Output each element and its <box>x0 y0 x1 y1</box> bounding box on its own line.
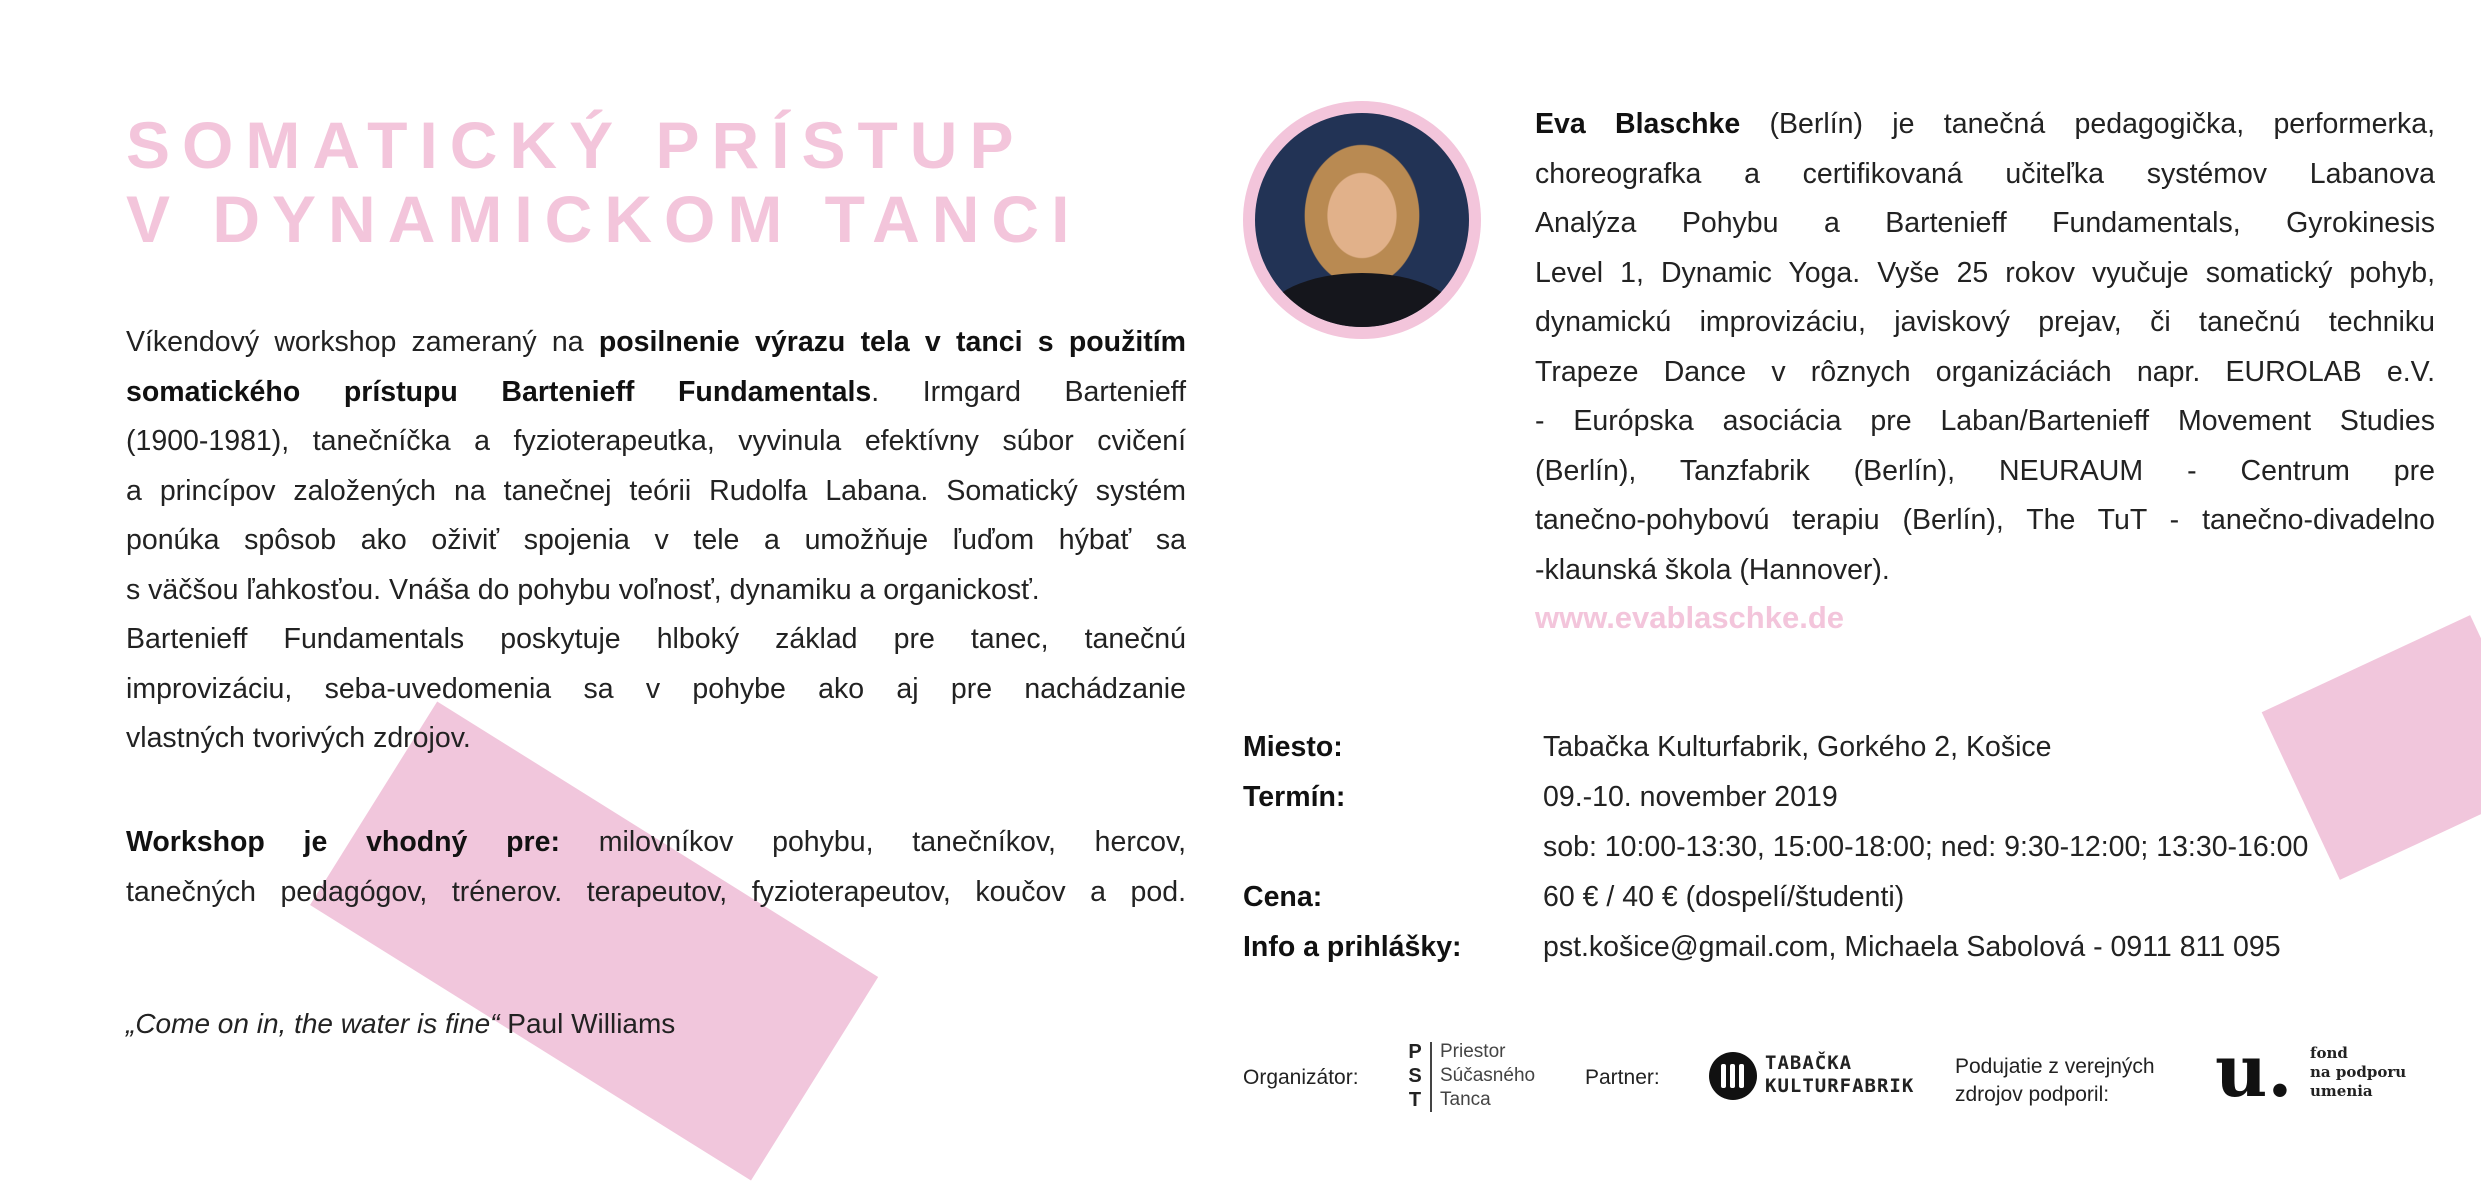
price-value: 60 € / 40 € (dospelí/študenti) <box>1543 881 1905 913</box>
instructor-photo <box>1243 101 1481 339</box>
intro-line: somatického prístupu Bartenieff Fundamentals. Irmgard Bartenieff <box>126 375 1186 408</box>
bio-line: tanečno-pohybovú terapiu (Berlín), The TuT - tanečno-divadelno <box>1535 504 2435 536</box>
bio-line: Eva Blaschke (Berlín) je tanečná pedagogička, performerka, <box>1535 108 2435 140</box>
place-label: Miesto: <box>1243 731 1343 763</box>
date-value: 09.-10. november 2019 <box>1543 781 1838 813</box>
intro-line: Víkendový workshop zameraný na posilnenie výrazu tela v tanci s použitím <box>126 326 1186 358</box>
suitable-for-paragraph <box>126 818 1186 917</box>
fond-logo-mark: u. <box>2215 1028 2293 1113</box>
intro-line: a princípov založených na tanečnej teórii Rudolfa Labana. Somatický systém <box>126 474 1186 507</box>
suitable-label: Workshop je vhodný pre: <box>126 826 560 858</box>
organizer-label: Organizátor: <box>1243 1066 1359 1089</box>
website-link[interactable]: www.evablaschke.de <box>1535 600 1845 635</box>
intro-paragraph <box>126 318 1186 764</box>
tabacka-logo-icon <box>1709 1052 1757 1100</box>
suitable-line: tanečných pedagógov, trénerov. terapeutov, fyzioterapeutov, koučov a pod. <box>126 875 1186 908</box>
intro-line: improvizáciu, seba-uvedomenia sa v pohybe ako aj pre nachádzanie <box>126 672 1186 705</box>
instructor-bio <box>1535 100 2435 595</box>
place-value: Tabačka Kulturfabrik, Gorkého 2, Košice <box>1543 731 2052 763</box>
decorative-pink-stripe-left <box>310 701 878 1180</box>
tabacka-logo-words: TABAČKA KULTURFABRIK <box>1765 1052 1915 1097</box>
bio-line: dynamickú improvizáciu, javiskový prejav, či tanečnú techniku <box>1535 306 2435 338</box>
intro-line: vlastných tvorivých zdrojov. <box>126 722 471 754</box>
page-title <box>126 108 1081 256</box>
bio-line: choreografka a certifikovaná učiteľka systémov Labanova <box>1535 157 2435 190</box>
bio-line: Trapeze Dance v rôznych organizáciách napr. EUROLAB e.V. <box>1535 355 2435 388</box>
pst-logo-divider <box>1430 1042 1432 1112</box>
title-line-1: SOMATICKÝ PRÍSTUP <box>126 108 1026 182</box>
intro-line: ponúka spôsob ako oživiť spojenia v tele a umožňuje ľuďom hýbať sa <box>126 524 1186 556</box>
bio-line: - Európska asociácia pre Laban/Bartenieff Movement Studies <box>1535 405 2435 437</box>
photo-shoulders <box>1265 273 1459 327</box>
date-label: Termín: <box>1243 781 1346 813</box>
bio-line: Analýza Pohybu a Bartenieff Fundamentals, Gyrokinesis <box>1535 207 2435 239</box>
quote-text: „Come on in, the water is fine“ <box>126 1008 500 1039</box>
instructor-name: Eva Blaschke <box>1535 108 1741 140</box>
support-label: Podujatie z verejných zdrojov podporil: <box>1955 1055 2155 1106</box>
time-value: sob: 10:00-13:30, 15:00-18:00; ned: 9:30-12:00; 13:30-16:00 <box>1543 831 2309 863</box>
price-label: Cena: <box>1243 881 1323 913</box>
bio-line: (Berlín), Tanzfabrik (Berlín), NEURAUM - Centrum pre <box>1535 454 2435 487</box>
suitable-line: Workshop je vhodný pre: milovníkov pohybu, tanečníkov, hercov, <box>126 826 1187 858</box>
intro-line: (1900-1981), tanečníčka a fyzioterapeutka, vyvinula efektívny súbor cvičení <box>126 425 1186 457</box>
fond-logo-words: fond na podporu umenia <box>2310 1044 2407 1100</box>
pst-logo-words: Priestor Súčasného Tanca <box>1440 1041 1536 1110</box>
photo-portrait <box>1255 113 1469 327</box>
contact-value[interactable]: pst.košice@gmail.com, Michaela Sabolová - 0911 811 095 <box>1543 931 2281 963</box>
title-line-2: V DYNAMICKOM TANCI <box>126 182 1082 256</box>
bio-line: Level 1, Dynamic Yoga. Vyše 25 rokov vyučuje somatický pohyb, <box>1535 256 2435 289</box>
intro-line: s väčšou ľahkosťou. Vnáša do pohybu voľnosť, dynamiku a organickosť. <box>126 573 1040 606</box>
intro-line: Bartenieff Fundamentals poskytuje hlboký základ pre tanec, tanečnú <box>126 623 1186 655</box>
contact-label: Info a prihlášky: <box>1243 931 1462 963</box>
partner-label: Partner: <box>1585 1066 1660 1089</box>
pst-letters: P S T <box>1408 1041 1422 1111</box>
bio-line: -klaunská škola (Hannover). <box>1535 553 1890 586</box>
quote <box>126 1008 675 1040</box>
quote-author: Paul Williams <box>499 1008 676 1039</box>
photo-face <box>1295 133 1429 283</box>
